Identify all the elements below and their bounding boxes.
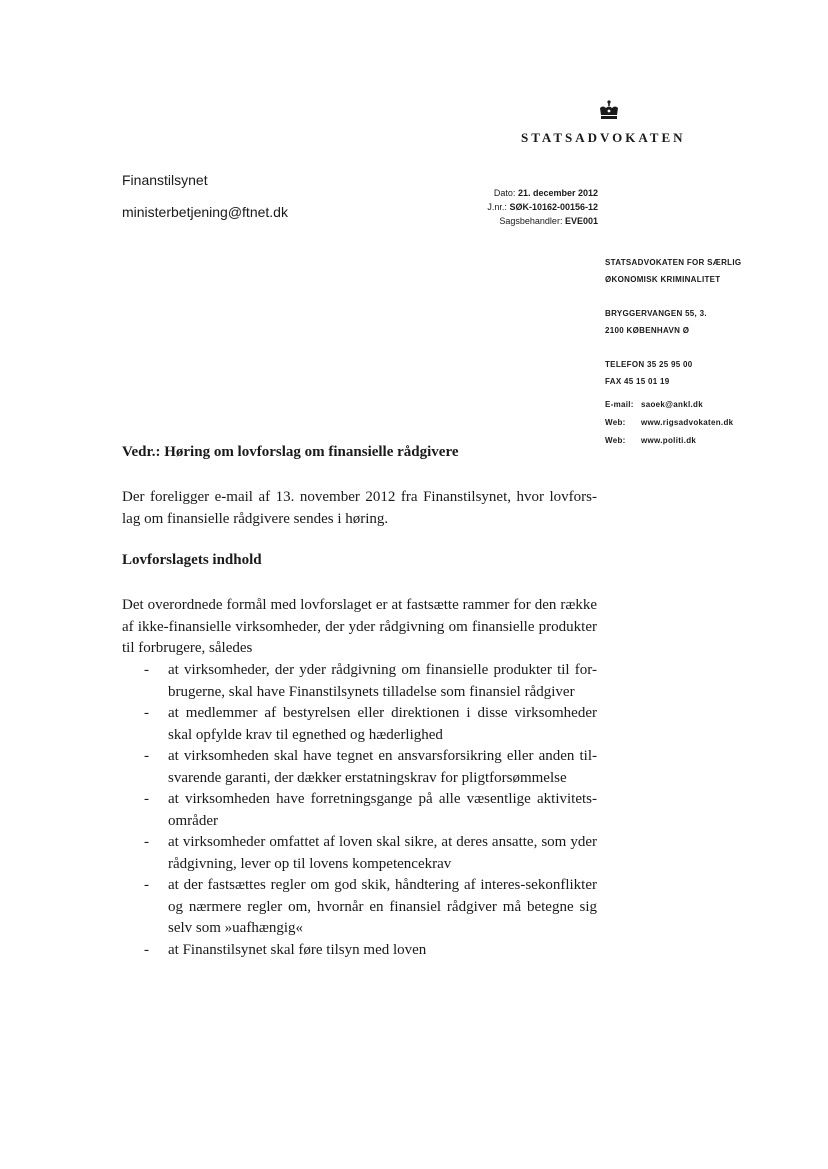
recipient-name: Finanstilsynet: [122, 172, 208, 188]
sender-email-link[interactable]: saoek@ankl.dk: [641, 400, 703, 409]
jnr-label: J.nr.:: [487, 202, 507, 212]
list-item: - at virksomheden skal have tegnet en ansvarsforsikring eller anden til-svarende garanti, der dækker erstatningskrav for pligtforsømmelse: [144, 748, 597, 786]
sender-fax: FAX 45 15 01 19: [605, 377, 670, 386]
section-heading: Lovforslagets indhold: [122, 552, 262, 568]
handler-value: EVE001: [564, 216, 598, 226]
sender-web1-link[interactable]: www.rigsadvokaten.dk: [641, 418, 734, 427]
handler-label: Sagsbehandler:: [499, 216, 563, 226]
purpose-paragraph: Det overordnede formål med lovforslaget er at fastsætte rammer for den række af ikke-finansielle virksomheder, der yder rådgivning om finansielle produkter til forbrugere, således: [122, 597, 597, 656]
jnr-value: SØK-10162-00156-12: [509, 202, 598, 212]
sender-web1-row: [605, 414, 741, 432]
crown-icon: [597, 100, 621, 122]
intro-paragraph: Der foreligger e-mail af 13. november 2012 fra Finanstilsynet, hvor lovfors-lag om finansielle rådgivere sendes i høring.: [122, 489, 597, 527]
sender-name-line2: ØKONOMISK KRIMINALITET: [605, 275, 721, 284]
sender-address-line2: 2100 KØBENHAVN Ø: [605, 326, 690, 335]
list-item: - at virksomheden have forretningsgange på alle væsentlige aktivitets-områder: [144, 791, 597, 829]
sender-name-line1: STATSADVOKATEN FOR SÆRLIG: [605, 258, 742, 267]
sender-phone: TELEFON 35 25 95 00: [605, 360, 693, 369]
sender-email-row: [605, 396, 741, 414]
jnr-line: [440, 200, 598, 214]
list-item: - at medlemmer af bestyrelsen eller direktionen i disse virksomheder skal opfylde krav til egnethed og hæderlighed: [144, 705, 597, 743]
sender-email-label: E-mail:: [605, 400, 634, 409]
list-item: - at virksomheder omfattet af loven skal sikre, at deres ansatte, som yder rådgivning, lever op til lovens kompetencekrav: [144, 834, 597, 872]
handler-line: [440, 214, 598, 228]
sender-web2-link[interactable]: www.politi.dk: [641, 436, 697, 445]
letter-subject: Vedr.: Høring om lovforslag om finansielle rådgivere: [122, 444, 459, 460]
recipient-email: ministerbetjening@ftnet.dk: [122, 204, 288, 220]
agency-title: STATSADVOKATEN: [521, 130, 686, 145]
sender-web1-label: Web:: [605, 418, 626, 427]
list-item: - at der fastsættes regler om god skik, håndtering af interes-sekonflikter og nærmere regler om, hvornår en finansiel rådgiver må betegne sig selv som »uafhængig«: [144, 877, 597, 936]
sender-address-line1: BRYGGERVANGEN 55, 3.: [605, 309, 707, 318]
sender-details: [605, 254, 741, 450]
provisions-list: [122, 660, 597, 961]
sender-web2-row: [605, 432, 741, 450]
date-line: [440, 186, 598, 200]
list-item: - at Finanstilsynet skal føre tilsyn med loven: [144, 941, 427, 958]
date-label: Dato:: [493, 188, 516, 198]
date-value: 21. december 2012: [517, 188, 598, 198]
case-metadata: [440, 186, 598, 228]
list-item: - at virksomheder, der yder rådgivning om finansielle produkter til for-brugerne, skal have Finanstilsynets tilladelse som finansiel rådgiver: [144, 662, 597, 700]
sender-web2-label: Web:: [605, 436, 626, 445]
